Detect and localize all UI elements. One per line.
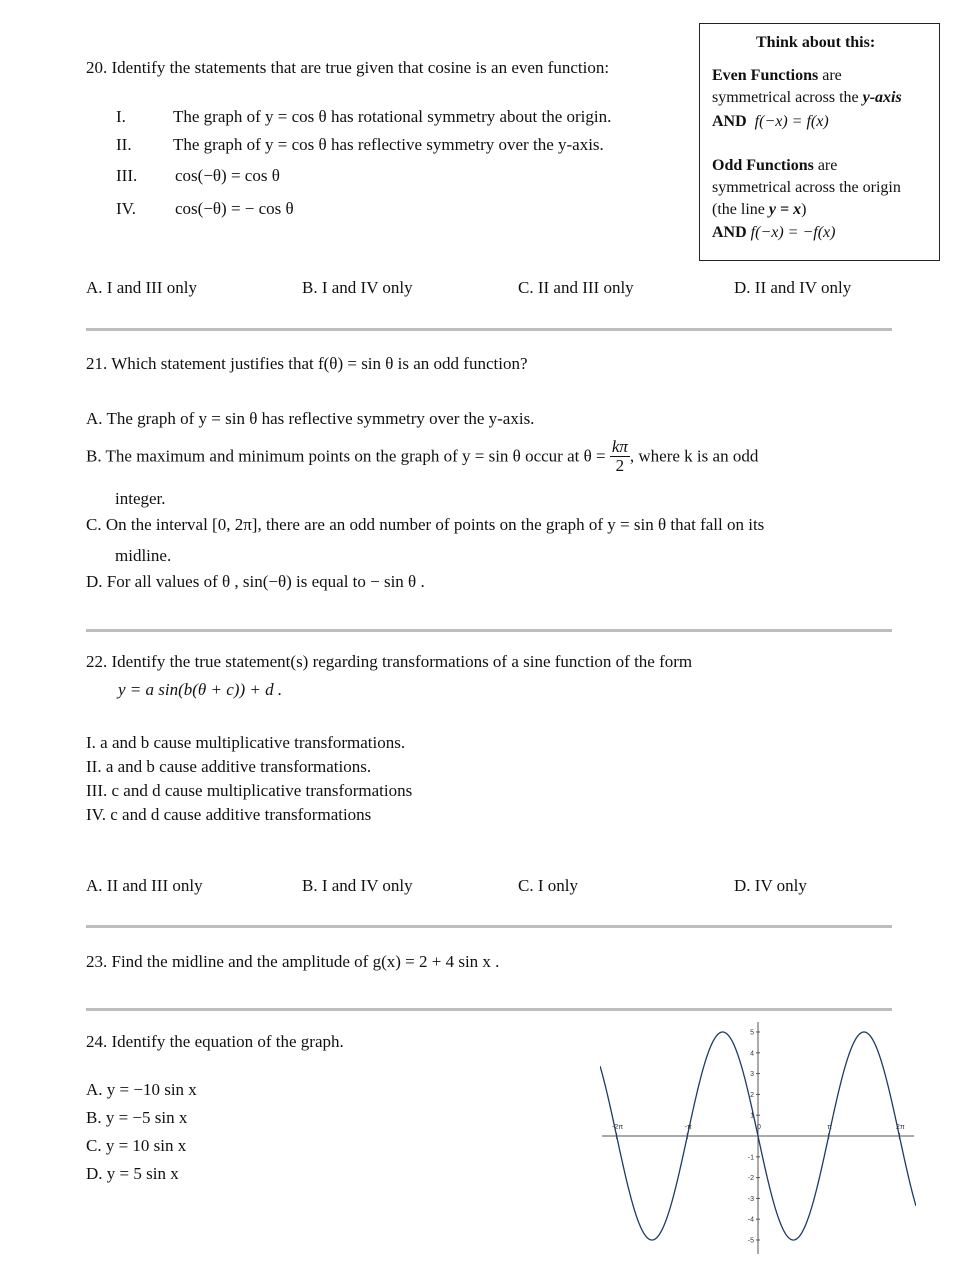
q20-statement-text: The graph of y = cos θ has reflective symmetry over the y-axis.	[173, 135, 604, 154]
q21-choice-a[interactable]: A. The graph of y = sin θ has reflective symmetry over the y-axis.	[86, 409, 535, 428]
q20-statement-num: I.	[116, 107, 126, 126]
section-divider	[86, 328, 892, 331]
q20-statement-num: II.	[116, 135, 132, 154]
odd-functions-desc: symmetrical across the origin	[712, 179, 901, 196]
even-functions-desc: symmetrical across the y-axis	[712, 89, 902, 106]
x-tick-label: π	[827, 1124, 833, 1131]
sine-graph	[600, 1018, 916, 1258]
q22-choice-a[interactable]: A. II and III only	[86, 876, 203, 895]
x-tick-label: -2π	[612, 1124, 624, 1131]
q20-choice-a[interactable]: A. I and III only	[86, 278, 197, 297]
q20-statement-text: cos(−θ) = cos θ	[175, 166, 280, 185]
even-functions-line: Even Functions are	[712, 67, 842, 84]
y-tick-label: -5	[747, 1237, 754, 1245]
q20-statement-num: IV.	[116, 199, 136, 218]
q22-choice-c[interactable]: C. I only	[518, 876, 578, 895]
y-tick-label: -1	[747, 1154, 754, 1162]
q20-choice-c[interactable]: C. II and III only	[518, 278, 634, 297]
section-divider	[86, 629, 892, 632]
q21-choice-b[interactable]: B. The maximum and minimum points on the graph of y = sin θ occur at θ = $\frac{k\pi}{2}$ , where k is an odd	[86, 437, 759, 475]
even-functions-rule: AND f(−x) = f(x)	[712, 113, 829, 130]
q24-choice-c[interactable]: C. y = 10 sin x	[86, 1136, 187, 1155]
x-tick-label: 0	[757, 1124, 761, 1131]
y-tick-label: -4	[747, 1216, 754, 1224]
q22-choice-d[interactable]: D. IV only	[734, 876, 807, 895]
q20-prompt: 20. Identify the statements that are true given that cosine is an even function:	[86, 58, 610, 77]
k-pi-over-2-fraction: $\frac{k\pi}{2}$	[611, 437, 628, 475]
odd-functions-line-note: (the line y = x)	[712, 201, 807, 218]
q21-choice-b-continued: integer.	[115, 489, 166, 508]
q21-choice-c[interactable]: C. On the interval [0, 2π], there are an odd number of points on the graph of y = sin θ that fall on its	[86, 515, 765, 534]
odd-functions-line: Odd Functions are	[712, 157, 838, 174]
section-divider	[86, 1008, 892, 1011]
think-box-title: Think about this:	[756, 34, 876, 51]
q20-statement-text: cos(−θ) = − cos θ	[175, 199, 294, 218]
section-divider	[86, 925, 892, 928]
q23-prompt: 23. Find the midline and the amplitude of g(x) = 2 + 4 sin x .	[86, 952, 500, 971]
think-about-this-box	[699, 23, 940, 261]
q24-choice-b[interactable]: B. y = −5 sin x	[86, 1108, 188, 1127]
x-tick-label: 2π	[896, 1124, 905, 1131]
q24-choice-a[interactable]: A. y = −10 sin x	[86, 1080, 197, 1099]
q22-statement: IV. c and d cause additive transformations	[86, 805, 372, 824]
q22-statement: III. c and d cause multiplicative transformations	[86, 781, 413, 800]
q21-choice-c-continued: midline.	[115, 546, 172, 565]
y-tick-label: -2	[747, 1175, 754, 1183]
q20-statement-num: III.	[116, 166, 138, 185]
odd-functions-rule: AND f(−x) = −f(x)	[712, 224, 836, 241]
y-tick-label: -3	[747, 1195, 754, 1203]
q24-prompt: 24. Identify the equation of the graph.	[86, 1032, 344, 1051]
q21-prompt: 21. Which statement justifies that f(θ) = sin θ is an odd function?	[86, 354, 528, 373]
q24-choice-d[interactable]: D. y = 5 sin x	[86, 1164, 179, 1183]
q21-choice-d[interactable]: D. For all values of θ , sin(−θ) is equal to − sin θ .	[86, 572, 425, 591]
x-tick-label: -π	[684, 1124, 692, 1131]
q22-prompt: 22. Identify the true statement(s) regarding transformations of a sine function of the form	[86, 652, 693, 671]
q20-statement-text: The graph of y = cos θ has rotational symmetry about the origin.	[173, 107, 612, 126]
q22-choice-b[interactable]: B. I and IV only	[302, 876, 413, 895]
q22-statement: II. a and b cause additive transformations.	[86, 757, 372, 776]
q20-choice-d[interactable]: D. II and IV only	[734, 278, 852, 297]
q22-function-form: y = a sin(b(θ + c)) + d .	[118, 680, 283, 699]
q22-statement: I. a and b cause multiplicative transformations.	[86, 733, 406, 752]
y-tick-label: 1	[750, 1112, 754, 1120]
q20-choice-b[interactable]: B. I and IV only	[302, 278, 413, 297]
y-tick-label: 3	[750, 1071, 754, 1079]
y-tick-label: 2	[750, 1091, 754, 1099]
y-tick-label: 4	[750, 1050, 754, 1058]
y-tick-label: 5	[750, 1029, 754, 1037]
